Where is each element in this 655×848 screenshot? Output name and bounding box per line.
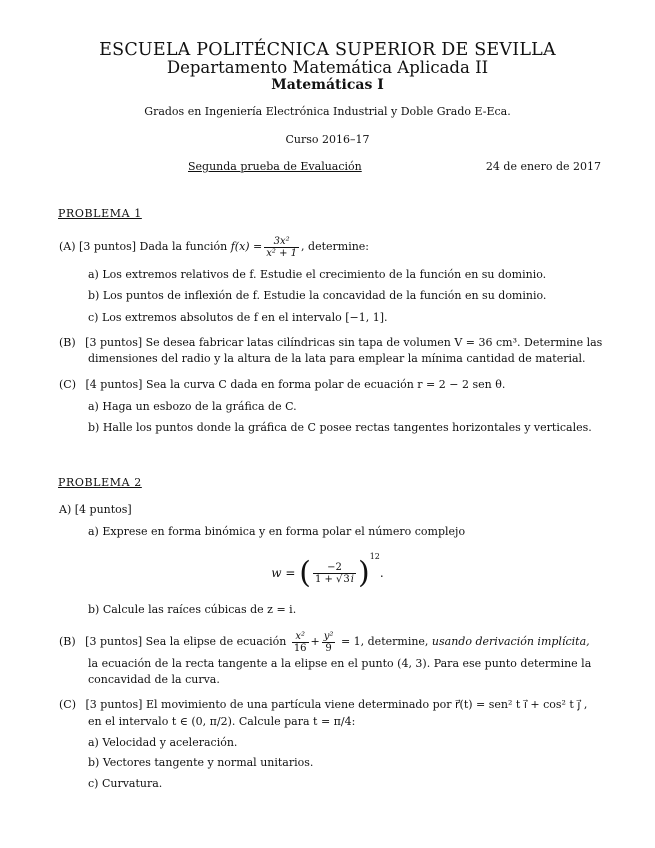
course-title: Matemáticas I <box>271 77 384 93</box>
problem-1c-part-b: b) Halle los puntos donde la gráfica de C posee rectas tangentes horizontales y verticales. <box>88 421 592 434</box>
problem-1a-part-c: c) Los extremos absolutos de f en el intervalo [−1, 1]. <box>88 311 388 324</box>
frac-x-den: 16 <box>293 642 307 654</box>
problem-1-title: PROBLEMA 1 <box>58 207 142 220</box>
w-numerator: −2 <box>313 562 356 574</box>
item-label: (A) <box>59 240 76 253</box>
right-paren: ) <box>358 555 370 591</box>
problem-1a-part-a: a) Los extremos relativos de f. Estudie el crecimiento de la función en su dominio. <box>88 268 547 281</box>
ellipse-eq: = 1, determine, <box>340 635 429 648</box>
item-label: (B) <box>59 336 76 349</box>
w-exponent: 12 <box>369 552 380 561</box>
item-text: [3 puntos] El movimiento de una partícula viene determinado por r⃗(t) = sen² t i⃗ + cos² t j⃗ , <box>85 698 588 711</box>
problem-2a-part-a: a) Exprese en forma binómica y en forma polar el número complejo <box>88 525 466 538</box>
item-points: [3 puntos] <box>79 240 137 253</box>
w-denominator: 1 + √3i <box>314 574 354 585</box>
department-name: Departamento Matemática Aplicada II <box>166 58 489 77</box>
function-lhs: f(x) = <box>230 240 263 253</box>
frac-y-den: 9 <box>325 642 332 654</box>
w-fraction <box>313 562 356 585</box>
problem-1a-part-b: b) Los puntos de inflexión de f. Estudie la concavidad de la función en su dominio. <box>88 289 547 302</box>
problem-1b <box>59 336 602 349</box>
item-text: Dada la función <box>139 240 228 253</box>
ellipse-frac-x <box>292 631 309 654</box>
item-label: A) <box>59 503 72 516</box>
problem-2-title: PROBLEMA 2 <box>58 476 142 489</box>
academic-year: Curso 2016–17 <box>285 133 370 146</box>
problem-2b: (B) [3 puntos] Sea la elipse de ecuación $\frac{\text{x²}}{16}$ + $\frac{\text{y²}}{9}$ = 1, determine, usando derivación implícita, <box>59 630 590 654</box>
function-fraction <box>264 236 299 259</box>
school-name: ESCUELA POLITÉCNICA SUPERIOR DE SEVILLA <box>99 40 556 60</box>
problem-2c-line2: en el intervalo t ∈ (0, π/2). Calcule para t = π/4: <box>88 715 356 728</box>
frac-x-num: x² <box>292 631 309 643</box>
exam-date: 24 de enero de 2017 <box>485 160 601 173</box>
problem-2c-part-a: a) Velocidad y aceleración. <box>88 736 238 749</box>
item-text: [3 puntos] Sea la elipse de ecuación <box>85 635 287 648</box>
complex-number-formula: w = ( $\frac{-2}{1 + √3i}$ )$^{12}$. <box>271 552 384 591</box>
w-imag-unit: i <box>350 574 354 585</box>
item-label: (C) <box>59 378 76 391</box>
item-text: [4 puntos] Sea la curva C dada en forma polar de ecuación r = 2 − 2 sen θ. <box>85 378 506 391</box>
frac-y-num: y² <box>323 630 334 642</box>
problem-1a <box>59 234 369 260</box>
problem-2b-line2: la ecuación de la recta tangente a la elipse en el punto (4, 3). Para ese punto determine la <box>88 657 592 670</box>
w-den-pre: 1 + <box>314 574 337 585</box>
item-text: [3 puntos] Se desea fabricar latas cilíndricas sin tapa de volumen V = 36 cm³. Determine las <box>85 336 603 349</box>
degree-programs: Grados en Ingeniería Electrónica Industrial y Doble Grado E-Eca. <box>144 105 511 118</box>
w-lhs: w = <box>271 566 296 580</box>
problem-2a-part-b: b) Calcule las raíces cúbicas de z = i. <box>88 603 297 616</box>
exam-name: Segunda prueba de Evaluación <box>188 160 362 173</box>
problem-1c <box>59 378 505 391</box>
problem-1b-line2: dimensiones del radio y la altura de la lata para emplear la mínima cantidad de material. <box>88 352 586 365</box>
problem-1c-part-a: a) Haga un esbozo de la gráfica de C. <box>88 400 297 413</box>
problem-2c-part-c: c) Curvatura. <box>88 777 163 790</box>
problem-2c-part-b: b) Vectores tangente y normal unitarios. <box>88 756 314 769</box>
item-text-post: , determine: <box>301 240 370 253</box>
fraction-numerator: 3x² <box>264 236 299 248</box>
item-points: [4 puntos] <box>74 503 132 516</box>
left-paren: ( <box>299 555 311 591</box>
problem-2b-line3: concavidad de la curva. <box>88 673 220 686</box>
item-label: (C) <box>59 698 76 711</box>
problem-2c <box>59 698 587 711</box>
w-sqrt-arg: 3 <box>343 574 350 585</box>
ellipse-frac-y <box>322 631 336 654</box>
fraction-denominator: x² + 1 <box>266 247 298 259</box>
problem-2a <box>59 503 132 516</box>
item-label: (B) <box>59 635 76 648</box>
italic-method: usando derivación implícita, <box>431 635 590 648</box>
